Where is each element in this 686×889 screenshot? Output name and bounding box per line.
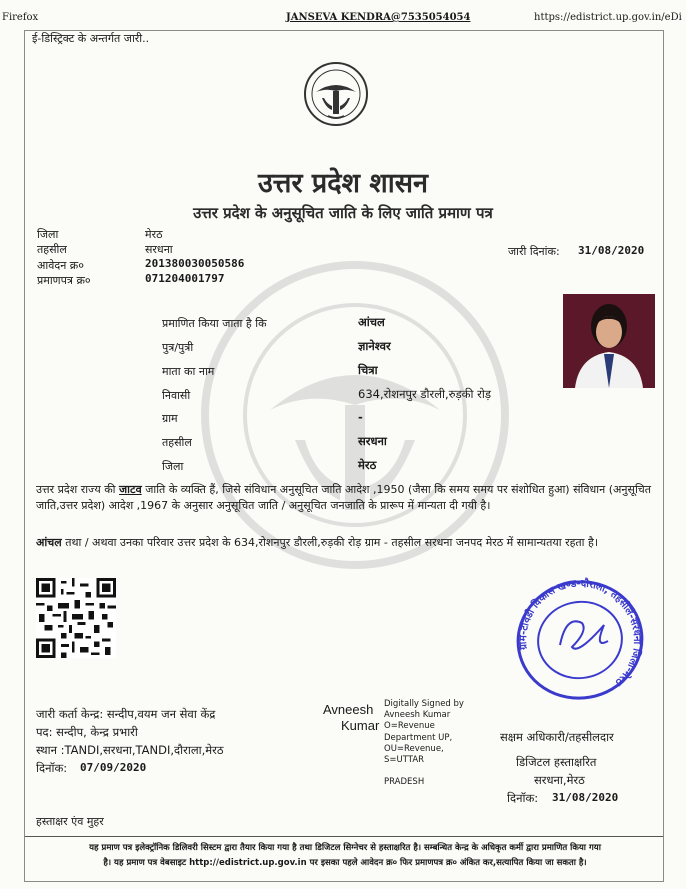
authority-title: सक्षम अधिकारी/तहसीलदार	[500, 730, 614, 744]
authority-digital-sign: डिजिटल हस्ताक्षरित	[516, 755, 597, 769]
certificate-subtitle: उत्तर प्रदेश के अनुसूचित जाति के लिए जाति प्रमाण पत्र	[193, 204, 493, 222]
tehsildar-seal-icon	[508, 575, 653, 705]
authority-date-label: दिनॉक:	[507, 791, 539, 805]
field-label-village: ग्राम	[162, 412, 178, 425]
meta-value-tehsil: सरधना	[145, 243, 173, 256]
dsig-line-6: S=UTTAR	[384, 755, 425, 765]
issuer-post: पद: सन्दीप, केन्द्र प्रभारी	[36, 725, 138, 739]
dsig-line-3: O=Revenue	[384, 721, 435, 731]
field-label-resident: निवासी	[162, 389, 191, 402]
residence-name: आंचल	[36, 536, 62, 549]
meta-value-certificate: 071204001797	[145, 272, 225, 285]
up-emblem-icon	[302, 58, 370, 130]
field-value-village: -	[358, 410, 363, 424]
applicant-photo	[563, 294, 655, 388]
seal-text: ग्राम-टावडी विकास खण्ड-दौराला, तहसील-सरधना जिला-मेरठ	[517, 578, 643, 688]
field-label-certified: प्रमाणित किया जाता है कि	[162, 317, 267, 330]
field-label-district: जिला	[162, 460, 184, 473]
browser-name: Firefox	[2, 12, 39, 23]
field-value-tehsil: सरधना	[358, 434, 387, 448]
authority-date: 31/08/2020	[552, 791, 619, 804]
field-value-father: ज्ञानेश्वर	[358, 339, 391, 353]
meta-label-application: आवेदन क्र०	[37, 259, 84, 272]
field-value-name: आंचल	[358, 315, 385, 329]
authority-place: सरधना,मेरठ	[534, 773, 585, 787]
signer-name-line2: Kumar	[341, 718, 380, 733]
residence-text: तथा / अथवा उनका परिवार उत्तर प्रदेश के 634,रोशनपुर डौरली,रुड़की रोड़ ग्राम - तहसील सरधना जनपद मेरठ में सामान्यतया रहता है।	[65, 536, 599, 549]
issue-date-label: जारी दिनांक:	[508, 245, 560, 258]
issuer-date: 07/09/2020	[80, 761, 147, 774]
para-post: जाति के व्यक्ति हैं, जिसे संविधान अनुसूचित जाति आदेश ,1950 (जैसा कि समय समय पर संशोधित हुआ) संविधान (अनुसूचित जाति,उत्तर प्रदेश) आदेश ,1967 के अनुसार अनुसूचित जाति / अनुसूचित जनजाति के प्रारूप में मान्यता दी गयी है।	[36, 483, 652, 512]
signer-name-line1: Avneesh	[323, 702, 374, 717]
page-title: उत्तर प्रदेश शासन	[258, 168, 428, 199]
caste-name: जाटव	[119, 483, 142, 496]
qr-code-icon	[36, 578, 116, 658]
footer-line-1: यह प्रमाण पत्र इलेक्ट्रॉनिक डिलिवरी सिस्टम द्वारा तैयार किया गया है तथा डिजिटल सिग्नेचर से हस्ताक्षरित है। सम्बन्धित केन्द्र के अधिकृत कर्मी द्वारा प्रमाणित किया गया	[89, 843, 601, 853]
dsig-line-1: Digitally Signed by	[384, 699, 464, 709]
print-header-url: https://edistrict.up.gov.in/eDi	[534, 12, 682, 23]
footer-line-2: है। यह प्रमाण पत्र वेबसाइट http://edistrict.up.gov.in पर इसका पहले आवेदन क्र० फिर प्रमाणपत्र क्र० अंकित कर,सत्यापित किया जा सकता है।	[103, 858, 587, 868]
issuer-date-label: दिनॉक:	[36, 761, 68, 775]
issuer-center: जारी कर्ता केन्द्र: सन्दीप,वयम जन सेवा केंद्र	[36, 707, 216, 721]
field-value-district: मेरठ	[358, 458, 377, 472]
meta-label-tehsil: तहसील	[37, 243, 67, 256]
issuer-place: स्थान :TANDI,सरधना,TANDI,दौराला,मेरठ	[36, 743, 224, 757]
issue-date: 31/08/2020	[578, 244, 645, 257]
field-label-child-of: पुत्र/पुत्री	[162, 341, 194, 354]
meta-label-certificate: प्रमाणपत्र क्र०	[37, 274, 91, 287]
print-header-center: JANSEVA KENDRA@7535054054	[286, 12, 471, 23]
dsig-line-4: Department UP,	[384, 733, 453, 743]
footer-divider	[25, 836, 663, 837]
field-value-address: 634,रोशनपुर डौरली,रुड़की रोड़	[358, 387, 491, 401]
caste-paragraph	[36, 482, 656, 514]
meta-value-district: मेरठ	[145, 228, 163, 241]
field-value-mother: चित्रा	[358, 363, 378, 377]
signature-stamp-label: हस्ताक्षर एंव मुहर	[36, 815, 104, 828]
meta-value-application: 201380030050586	[145, 257, 245, 270]
dsig-line-2: Avneesh Kumar	[384, 710, 451, 720]
dsig-line-5: OU=Revenue,	[384, 744, 444, 754]
dsig-line-7: PRADESH	[384, 777, 425, 787]
watermark-emblem-icon	[200, 260, 510, 570]
para-pre: उत्तर प्रदेश राज्य की	[36, 483, 116, 496]
residence-paragraph	[36, 535, 656, 551]
field-label-tehsil: तहसील	[162, 436, 192, 449]
meta-label-district: जिला	[37, 228, 59, 241]
top-note: ई-डिस्ट्रिक्ट के अन्तर्गत जारी..	[32, 32, 150, 45]
field-label-mother: माता का नाम	[162, 365, 215, 378]
